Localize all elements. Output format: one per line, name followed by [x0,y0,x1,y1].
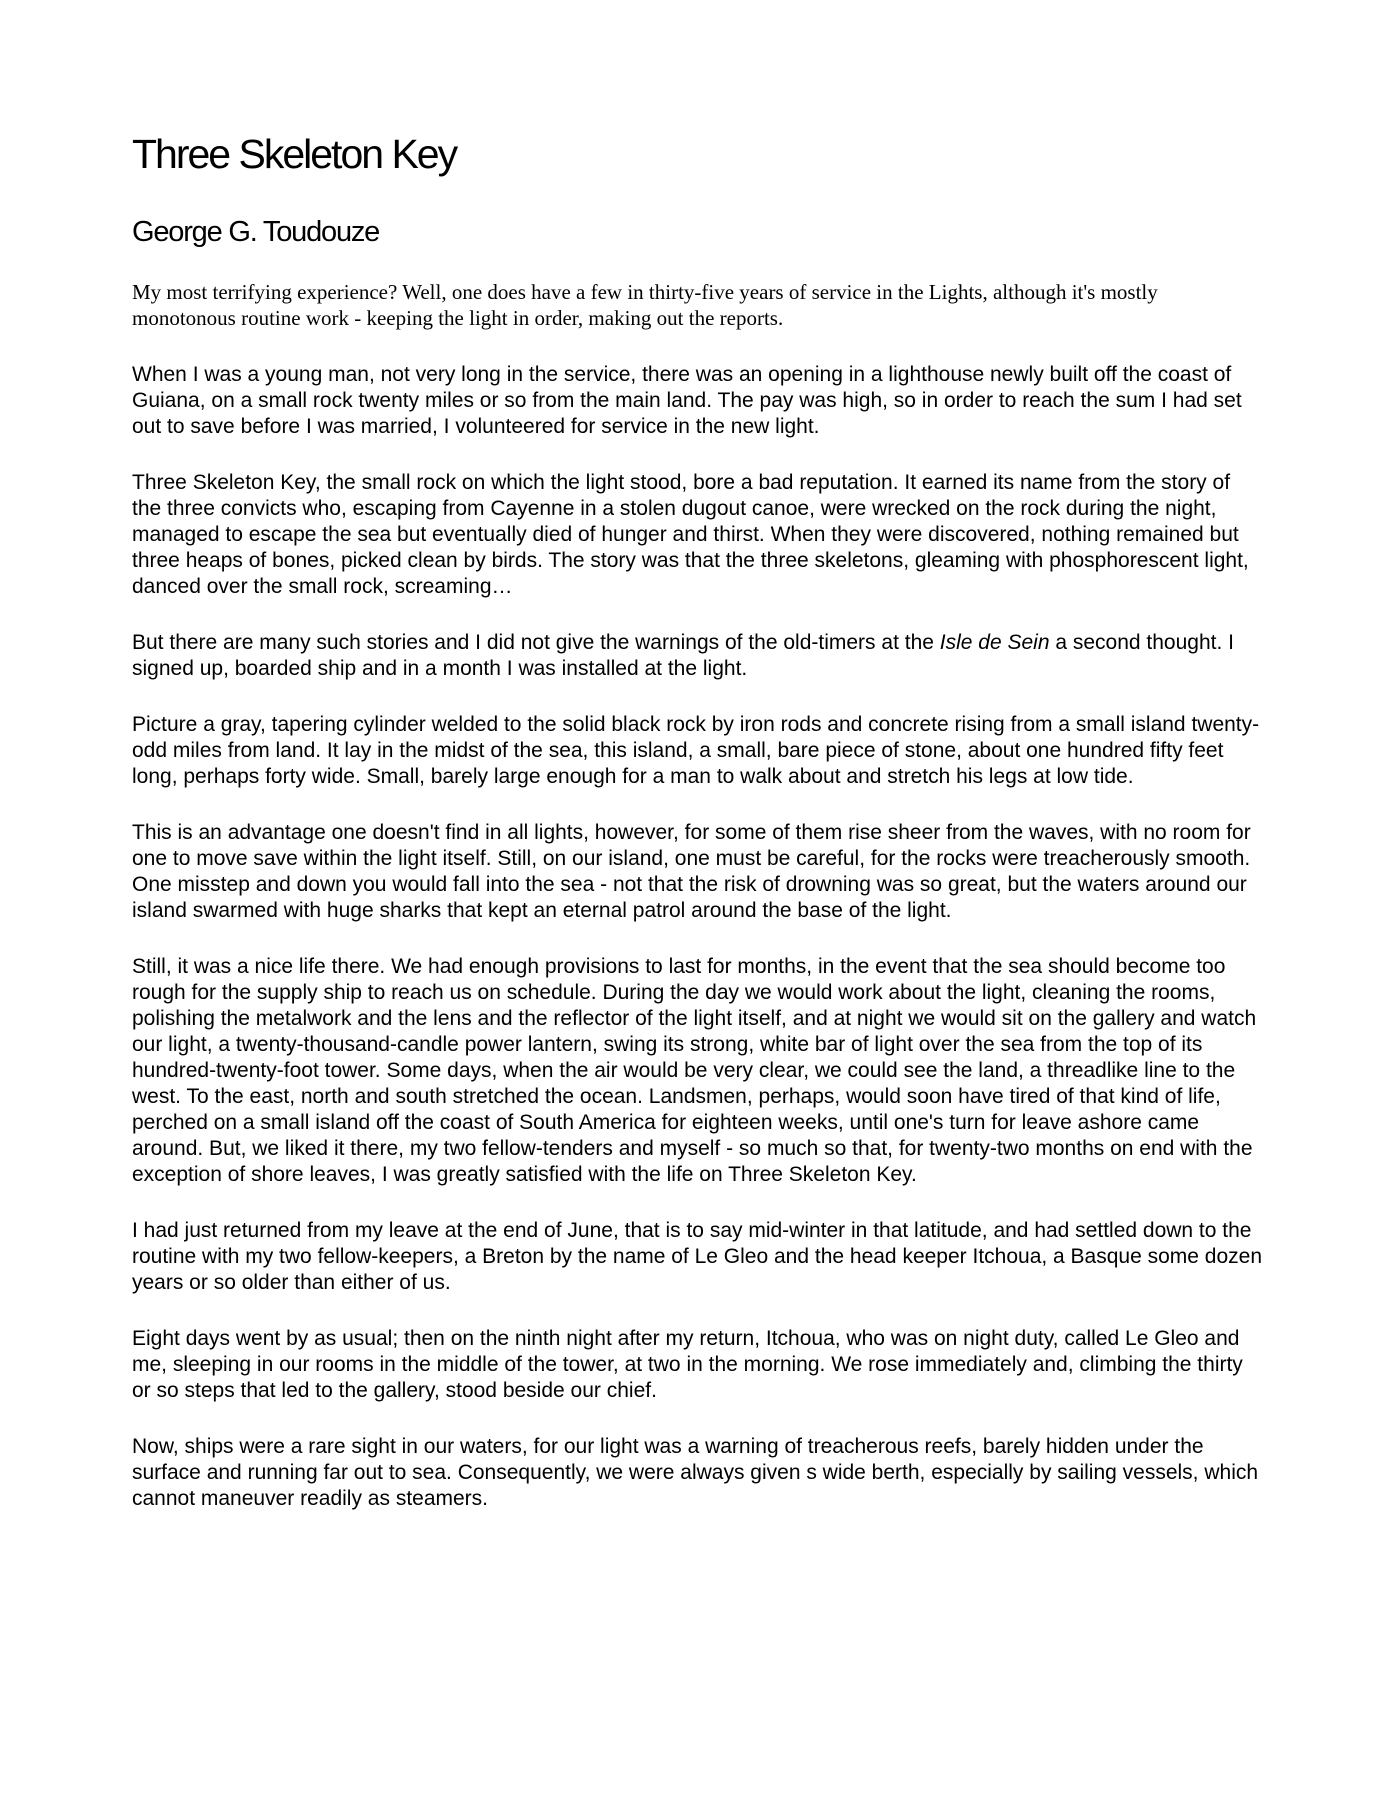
paragraph-three-skeleton-key: Three Skeleton Key, the small rock on which the light stood, bore a bad reputation. It earned its name from the story of the three convicts who, escaping from Cayenne in a stolen dugout canoe, were wrecked on the rock during the night, managed to escape the sea but eventually died of hunger and thirst. When they were discovered, nothing remained but three heaps of bones, picked clean by birds. The story was that the three skeletons, gleaming with phosphorescent light, danced over the small rock, screaming… [132,470,1249,598]
paragraph-returned-from-leave: I had just returned from my leave at the end of June, that is to say mid-winter in that latitude, and had settled down to the routine with my two fellow-keepers, a Breton by the name of Le Gleo and the head keeper Itchoua, a Basque some dozen years or so older than either of us. [132,1218,1263,1294]
document-title: Three Skeleton Key [132,131,457,177]
isle-de-sein-italic: Isle de Sein [939,630,1050,654]
document-page [132,120,1262,1512]
paragraph-young-man: When I was a young man, not very long in the service, there was an opening in a lighthouse newly built off the coast of Guiana, on a small rock twenty miles or so from the main land. The pay was high, so in order to reach the sum I had set out to save before I was married, I volunteered for service in the new light. [132,362,1242,438]
intro-paragraph: My most terrifying experience? Well, one does have a few in thirty-five years of service in the Lights, although it's mostly monotonous routine work - keeping the light in order, making out the reports. [132,279,1158,330]
paragraph-advantage: This is an advantage one doesn't find in all lights, however, for some of them rise sheer from the waves, with no room for one to move save within the light itself. Still, on our island, one must be careful, for the rocks were treacherously smooth. One misstep and down you would fall into the sea - not that the risk of drowning was so great, but the waters around our island swarmed with huge sharks that kept an eternal patrol around the base of the light. [132,820,1251,922]
paragraph-eight-days: Eight days went by as usual; then on the ninth night after my return, Itchoua, who was on night duty, called Le Gleo and me, sleeping in our rooms in the middle of the tower, at two in the morning. We rose immediately and, climbing the thirty or so steps that led to the gallery, stood beside our chief. [132,1326,1243,1402]
paragraph-nice-life: Still, it was a nice life there. We had enough provisions to last for months, in the event that the sea should become too rough for the supply ship to reach us on schedule. During the day we would work about the light, cleaning the rooms, polishing the metalwork and the lens and the reflector of the light itself, and at night we would sit on the gallery and watch our light, a twenty-thousand-candle power lantern, swing its strong, white bar of light over the sea from the top of its hundred-twenty-foot tower. Some days, when the air would be very clear, we could see the land, a threadlike line to the west. To the east, north and south stretched the ocean. Landsmen, perhaps, would soon have tired of that kind of life, perched on a small island off the coast of South America for eighteen weeks, until one's turn for leave ashore came around. But, we liked it there, my two fellow-tenders and myself - so much so that, for twenty-two months on end with the exception of shore leaves, I was greatly satisfied with the life on Three Skeleton Key. [132,954,1257,1186]
document-author: George G. Toudouze [132,216,380,249]
paragraph-gray-cylinder: Picture a gray, tapering cylinder welded to the solid black rock by iron rods and concrete rising from a small island twenty-odd miles from land. It lay in the midst of the sea, this island, a small, bare piece of stone, about one hundred fifty feet long, perhaps forty wide. Small, barely large enough for a man to walk about and stretch his legs at low tide. [132,712,1260,788]
paragraph-ships-rare: Now, ships were a rare sight in our waters, for our light was a warning of treacherous reefs, barely hidden under the surface and running far out to sea. Consequently, we were always given s wide berth, especially by sailing vessels, which cannot maneuver readily as steamers. [132,1434,1259,1510]
paragraph-isle-de-sein [132,630,1262,682]
paragraph-isle-de-sein-before: But there are many such stories and I did not give the warnings of the old-timers at the [132,630,940,654]
paragraph-isle-de-sein-after: a second thought. I signed up, boarded ship and in a month I was installed at the light. [132,630,1234,680]
